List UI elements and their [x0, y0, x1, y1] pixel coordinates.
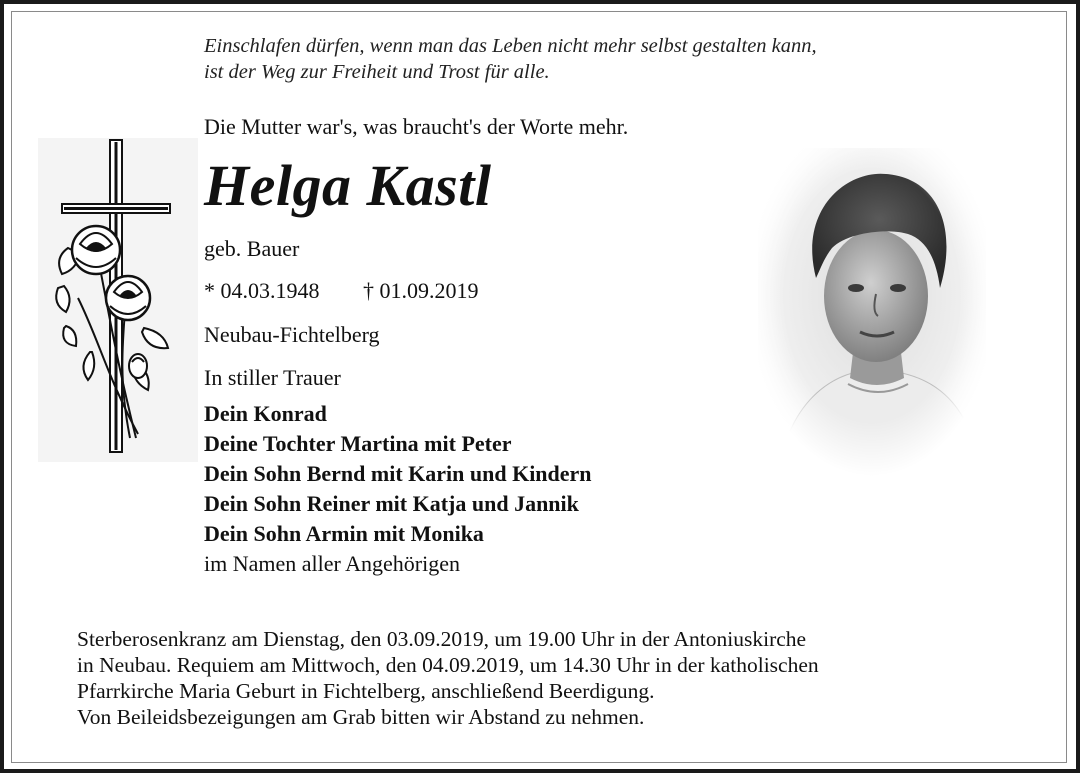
- funeral-notice: [77, 626, 1037, 730]
- epigraph-quote: [204, 33, 1004, 85]
- hometown: Neubau-Fichtelberg: [204, 322, 380, 347]
- notice-line: Von Beileidsbezeigungen am Grab bitten wir Abstand zu nehmen.: [77, 705, 645, 729]
- mourner-item: Dein Sohn Reiner mit Katja und Jannik: [204, 491, 579, 516]
- death-date: † 01.09.2019: [363, 278, 479, 303]
- birth-date: * 04.03.1948: [204, 278, 320, 303]
- mourner-item: Dein Sohn Bernd mit Karin und Kindern: [204, 461, 592, 486]
- cross-roses-svg: [38, 138, 198, 462]
- cross-with-roses-icon: [38, 138, 198, 462]
- mourning-intro: In stiller Trauer: [204, 365, 341, 390]
- mourners-list: [204, 399, 592, 549]
- mourner-item: Deine Tochter Martina mit Peter: [204, 431, 512, 456]
- quote-line-2: ist der Weg zur Freiheit und Trost für alle.: [204, 61, 550, 83]
- notice-line: Sterberosenkranz am Dienstag, den 03.09.2019, um 19.00 Uhr in der Antoniuskirche: [77, 627, 807, 651]
- portrait-photo: [758, 148, 986, 476]
- mourner-item: Dein Sohn Armin mit Monika: [204, 521, 484, 546]
- intro-line: Die Mutter war's, was braucht's der Worte mehr.: [204, 114, 629, 139]
- notice-line: Pfarrkirche Maria Geburt in Fichtelberg, anschließend Beerdigung.: [77, 679, 655, 703]
- closing-line: im Namen aller Angehörigen: [204, 551, 460, 576]
- life-dates: [204, 278, 479, 304]
- notice-line: in Neubau. Requiem am Mittwoch, den 04.09.2019, um 14.30 Uhr in der katholischen: [77, 653, 819, 677]
- mourner-item: Dein Konrad: [204, 401, 327, 426]
- deceased-name: Helga Kastl: [204, 153, 492, 218]
- quote-line-1: Einschlafen dürfen, wenn man das Leben nicht mehr selbst gestalten kann,: [204, 35, 817, 57]
- maiden-name: geb. Bauer: [204, 236, 300, 261]
- portrait-svg: [758, 148, 986, 476]
